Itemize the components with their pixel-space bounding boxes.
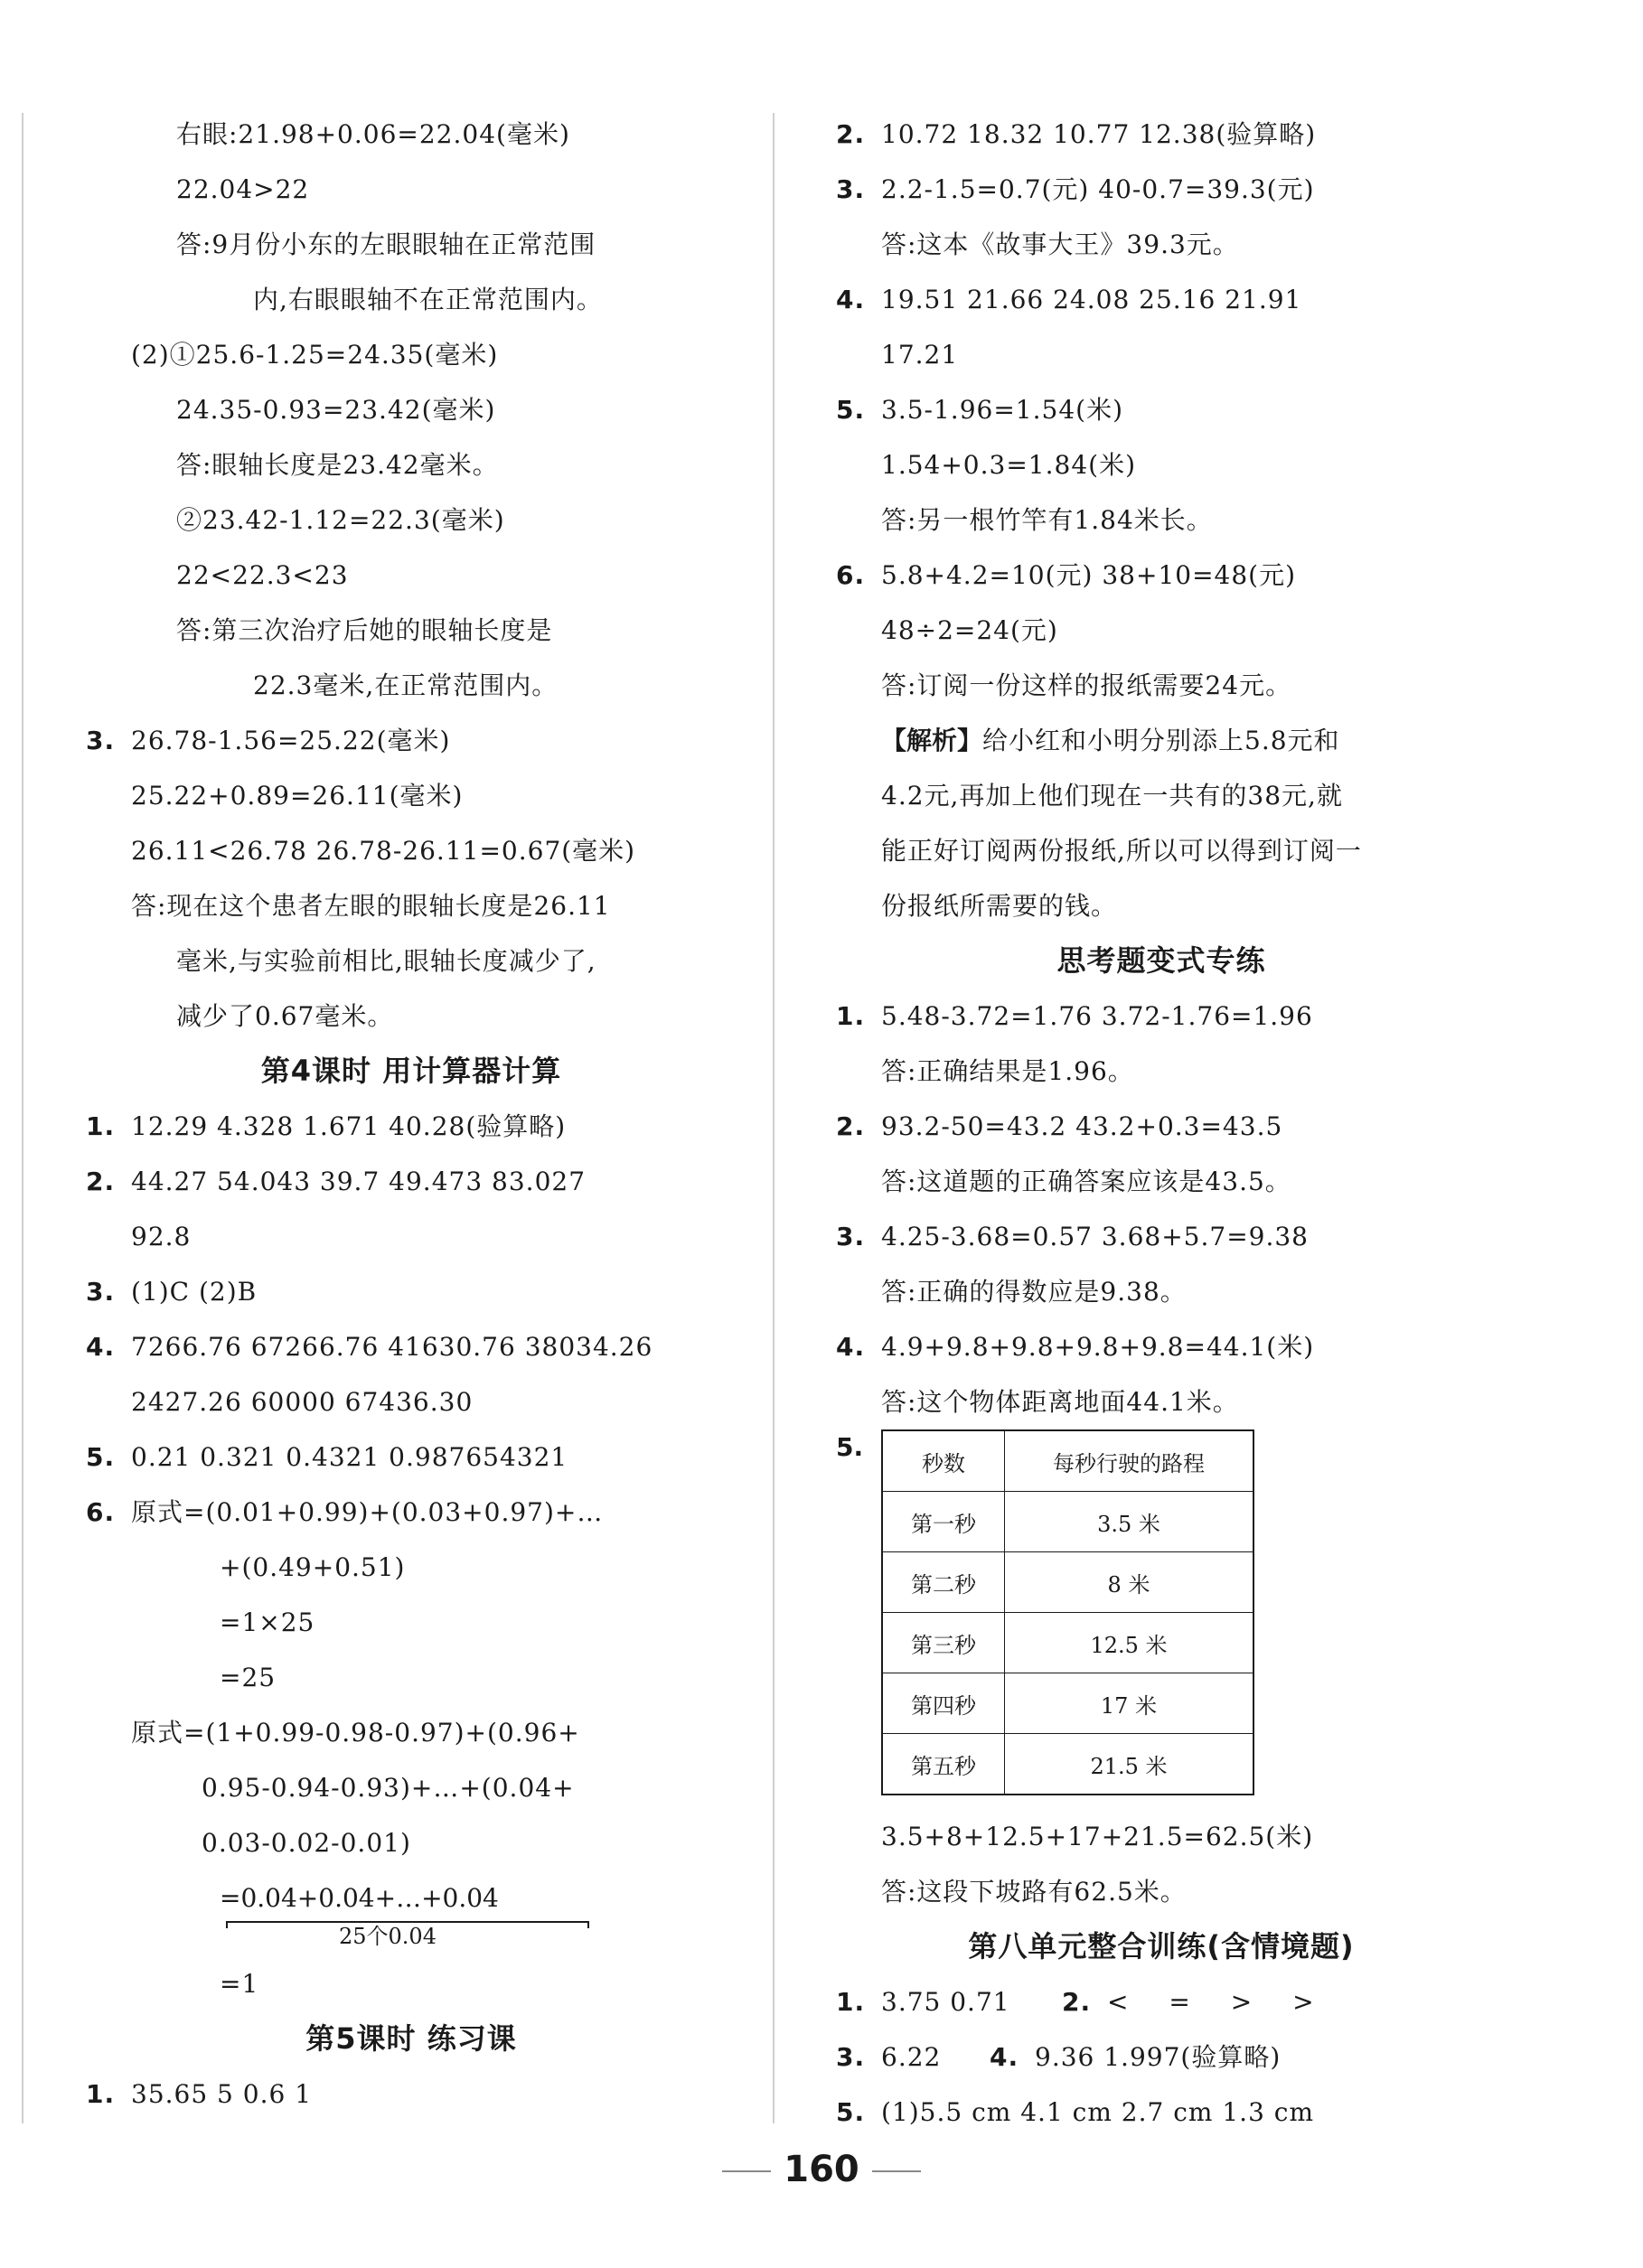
section-heading-lesson5: 第5课时 练习课: [305, 2021, 517, 2056]
table-cell: 17 米: [1005, 1673, 1254, 1734]
question-4: 4. 7266.76 67266.76 41630.76 38034.26: [86, 1319, 737, 1374]
question-number: 1.: [836, 1987, 866, 2017]
question-1-2: 1. 3.75 0.71 2. < = > >: [836, 1974, 1487, 2029]
text-line: 答:第三次治疗后她的眼轴长度是: [176, 615, 553, 645]
text-line: 1.54+0.3=1.84(米): [881, 450, 1136, 480]
text-line: 答:正确的得数应是9.38。: [881, 1277, 1187, 1307]
text-line: 能正好订阅两份报纸,所以可以得到订阅一: [881, 836, 1362, 866]
section-heading-lesson4: 第4课时 用计算器计算: [260, 1054, 562, 1088]
question-number: 1.: [86, 2079, 116, 2109]
text-line: 原式=(1+0.99-0.98-0.97)+(0.96+: [131, 1718, 580, 1748]
table-cell: 第四秒: [882, 1673, 1005, 1734]
left-column: [86, 107, 737, 2122]
page-number-dash: [722, 2170, 771, 2172]
text-line: 内,右眼眼轴不在正常范围内。: [253, 285, 603, 314]
question-number: 1.: [86, 1111, 116, 1141]
question-3: 3. 26.78-1.56=25.22(毫米): [86, 713, 737, 768]
text-line: ②23.42-1.12=22.3(毫米): [176, 505, 505, 535]
text-line: 答:这道题的正确答案应该是43.5。: [881, 1167, 1291, 1196]
question-number: 3.: [836, 2042, 866, 2072]
text-line: 答:另一根竹竿有1.84米长。: [881, 505, 1213, 535]
underbrace-tick: [587, 1921, 589, 1928]
question-number: 2.: [836, 1111, 866, 1141]
right-column: [836, 107, 1487, 2140]
question-number: 2.: [836, 119, 866, 149]
text-line: =1: [220, 1969, 259, 1999]
text-line: 24.35-0.93=23.42(毫米): [176, 395, 496, 425]
question-number: 5.: [836, 2097, 866, 2127]
question-3: 3. (1)C (2)B: [86, 1264, 737, 1319]
question-5: 5. 3.5-1.96=1.54(米): [836, 382, 1487, 437]
question-number: 4.: [836, 285, 866, 314]
table-cell: 第五秒: [882, 1734, 1005, 1795]
text-line: =25: [220, 1663, 277, 1692]
question-6: 6. 原式=(0.01+0.99)+(0.03+0.97)+…: [86, 1485, 737, 1540]
question-1: 1. 12.29 4.328 1.671 40.28(验算略): [86, 1099, 737, 1154]
text-line: 答:9月份小东的左眼眼轴在正常范围: [176, 230, 596, 259]
table-cell: 12.5 米: [1005, 1613, 1254, 1673]
underbrace-label: 25个0.04: [339, 1924, 437, 1949]
question-number: 4.: [86, 1332, 116, 1362]
question-number: 3.: [86, 1277, 116, 1307]
table-cell: 第二秒: [882, 1552, 1005, 1613]
text-line: 毫米,与实验前相比,眼轴长度减少了,: [176, 946, 596, 976]
question-number: 2.: [86, 1167, 116, 1196]
table-row: [882, 1673, 1253, 1734]
text-line: 答:订阅一份这样的报纸需要24元。: [881, 670, 1292, 700]
question-number: 3.: [836, 1222, 866, 1251]
text-line: 17.21: [881, 340, 959, 370]
text-line: 3.5+8+12.5+17+21.5=62.5(米): [881, 1822, 1314, 1851]
question-number: 5.: [86, 1442, 116, 1472]
column-divider: [773, 113, 775, 2123]
section-heading-unit8: 第八单元整合训练(含情境题): [968, 1929, 1355, 1963]
text-line: =1×25: [220, 1607, 315, 1637]
question-number: 6.: [836, 560, 866, 590]
question-4: 4. 4.9+9.8+9.8+9.8+9.8=44.1(米): [836, 1319, 1487, 1374]
question-number: 4.: [990, 2042, 1019, 2072]
text-line: 减少了0.67毫米。: [176, 1001, 394, 1031]
text-line: 22.3毫米,在正常范围内。: [253, 670, 559, 700]
text-line: +(0.49+0.51): [220, 1552, 406, 1582]
question-3: 3. 2.2-1.5=0.7(元) 40-0.7=39.3(元): [836, 162, 1487, 217]
text-line: 0.95-0.94-0.93)+…+(0.04+: [202, 1773, 575, 1803]
text-line: 0.03-0.02-0.01): [202, 1828, 411, 1858]
table-header-cell: 每秒行驶的路程: [1005, 1430, 1254, 1492]
text-line: (2)①25.6-1.25=24.35(毫米): [131, 340, 499, 370]
table-row: [882, 1552, 1253, 1613]
text-line: 答:这本《故事大王》39.3元。: [881, 230, 1239, 259]
table-header-cell: 秒数: [882, 1430, 1005, 1492]
table-cell: 21.5 米: [1005, 1734, 1254, 1795]
text-line: 2427.26 60000 67436.30: [131, 1387, 474, 1417]
question-3-4: 3. 6.22 4. 9.36 1.997(验算略): [836, 2029, 1487, 2085]
question-3: 3. 4.25-3.68=0.57 3.68+5.7=9.38: [836, 1209, 1487, 1264]
text-line: 答:这个物体距离地面44.1米。: [881, 1387, 1239, 1417]
analysis-line: 【解析】给小红和小明分别添上5.8元和: [881, 726, 1340, 755]
question-2: 2. 10.72 18.32 10.77 12.38(验算略): [836, 107, 1487, 162]
brace-sum-line: =0.04+0.04+…+0.04 25个0.04: [86, 1870, 737, 1926]
speed-table: [881, 1429, 1254, 1795]
text-line: 22<22.3<23: [176, 560, 349, 590]
text-line: 26.11<26.78 26.78-26.11=0.67(毫米): [131, 836, 636, 866]
question-number: 5.: [836, 1432, 864, 1462]
question-4: 4. 19.51 21.66 24.08 25.16 21.91: [836, 272, 1487, 327]
question-number: 4.: [836, 1332, 866, 1362]
question-number: 3.: [836, 174, 866, 204]
table-cell: 第三秒: [882, 1613, 1005, 1673]
question-5-table-block: [836, 1429, 1487, 1809]
text-line: 4.2元,再加上他们现在一共有的38元,就: [881, 781, 1343, 811]
question-2: 2. 93.2-50=43.2 43.2+0.3=43.5: [836, 1099, 1487, 1154]
table-row: [882, 1492, 1253, 1552]
text-line: 22.04>22: [176, 174, 310, 204]
underbrace-tick: [226, 1921, 228, 1928]
text-line: 答:这段下坡路有62.5米。: [881, 1877, 1187, 1907]
table-header-row: [882, 1430, 1253, 1492]
text-line: 答:眼轴长度是23.42毫米。: [176, 450, 499, 480]
analysis-tag: 【解析】: [881, 726, 983, 755]
table-row: [882, 1734, 1253, 1795]
question-number: 1.: [836, 1001, 866, 1031]
question-number: 3.: [86, 726, 116, 755]
section-heading-think: 思考题变式专练: [1056, 943, 1266, 978]
question-2: 2. 44.27 54.043 39.7 49.473 83.027: [86, 1154, 737, 1209]
text-line: 48÷2=24(元): [881, 615, 1058, 645]
page-number: 160: [0, 2149, 1643, 2190]
question-number: 6.: [86, 1497, 116, 1527]
question-1: 1. 35.65 5 0.6 1: [86, 2067, 737, 2122]
table-cell: 3.5 米: [1005, 1492, 1254, 1552]
text-line: 答:现在这个患者左眼的眼轴长度是26.11: [131, 891, 611, 921]
text-line: 92.8: [131, 1222, 192, 1251]
question-5: 5. (1)5.5 cm 4.1 cm 2.7 cm 1.3 cm: [836, 2085, 1487, 2140]
text-line: 答:正确结果是1.96。: [881, 1056, 1134, 1086]
text-line: 右眼:21.98+0.06=22.04(毫米): [176, 119, 570, 149]
question-6: 6. 5.8+4.2=10(元) 38+10=48(元): [836, 548, 1487, 603]
table-cell: 第一秒: [882, 1492, 1005, 1552]
text-line: 份报纸所需要的钱。: [881, 891, 1118, 921]
table-row: [882, 1613, 1253, 1673]
question-1: 1. 5.48-3.72=1.76 3.72-1.76=1.96: [836, 989, 1487, 1044]
page-number-dash: [872, 2170, 921, 2172]
question-number: 2.: [1062, 1987, 1092, 2017]
text-line: 25.22+0.89=26.11(毫米): [131, 781, 464, 811]
table-cell: 8 米: [1005, 1552, 1254, 1613]
question-5: 5. 0.21 0.321 0.4321 0.987654321: [86, 1429, 737, 1485]
question-number: 5.: [836, 395, 866, 425]
left-margin-rule: [22, 113, 23, 2123]
